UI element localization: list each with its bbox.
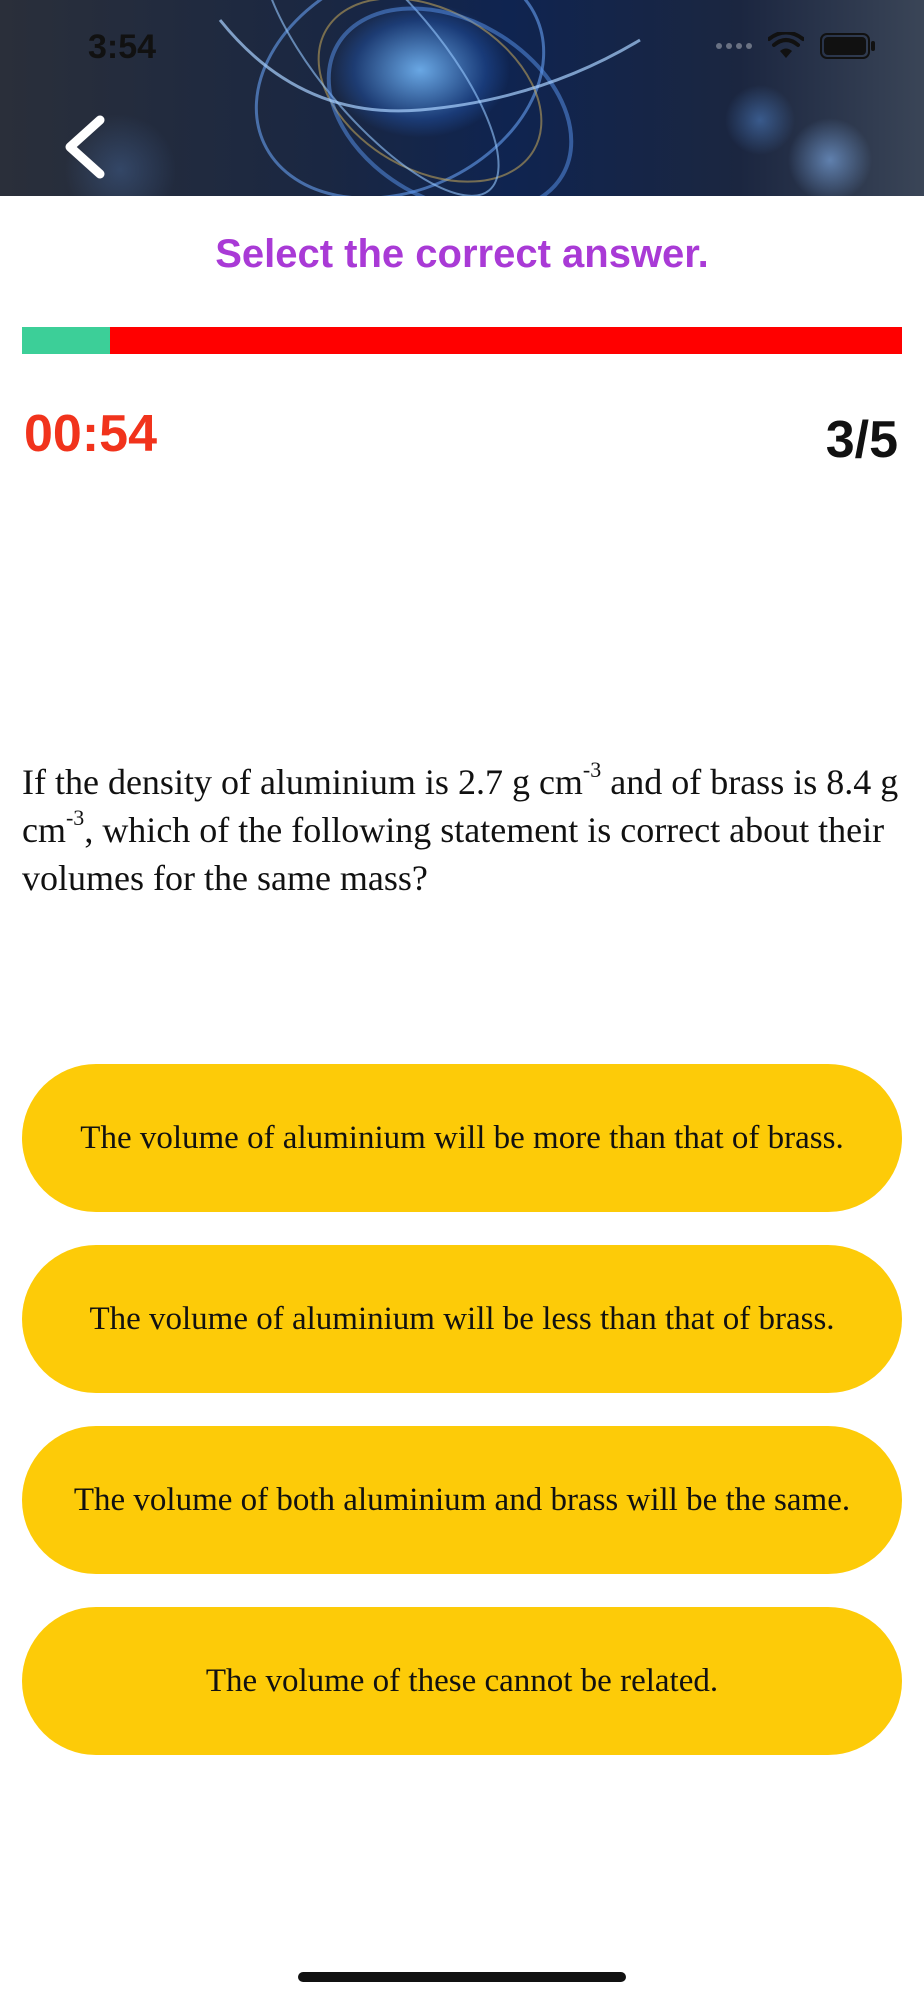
- answer-option-3[interactable]: The volume of both aluminium and brass will be the same.: [22, 1426, 902, 1574]
- status-time: 3:54: [88, 28, 157, 66]
- answer-option-4[interactable]: The volume of these cannot be related.: [22, 1607, 902, 1755]
- page-title: Select the correct answer.: [215, 232, 709, 276]
- progress-fill: [22, 327, 110, 354]
- cellular-signal-icon: [716, 43, 752, 49]
- chevron-left-icon: [56, 112, 116, 182]
- question-superscript-1: -3: [582, 757, 602, 782]
- back-button[interactable]: [56, 112, 116, 182]
- quiz-progress-bar: [22, 327, 902, 354]
- answer-option-2[interactable]: The volume of aluminium will be less than that of brass.: [22, 1245, 902, 1393]
- question-part-1: If the density of aluminium is 2.7 g cm: [22, 762, 583, 802]
- answer-options: [22, 1064, 902, 1788]
- answer-option-1[interactable]: The volume of aluminium will be more than that of brass.: [22, 1064, 902, 1212]
- countdown-timer: 00:54: [24, 405, 157, 463]
- question-counter: 3/5: [825, 411, 898, 469]
- question-superscript-2: -3: [65, 805, 85, 830]
- wifi-icon: [768, 32, 804, 60]
- question-part-3: , which of the following statement is correct about their volumes for the same mass?: [22, 810, 885, 898]
- home-indicator: [298, 1972, 626, 1982]
- status-icons: [716, 32, 876, 60]
- question-part-2: and of brass is 8.4 g cm: [22, 762, 899, 850]
- question-text: [22, 758, 902, 902]
- battery-icon: [820, 33, 876, 59]
- header-banner: [0, 0, 924, 196]
